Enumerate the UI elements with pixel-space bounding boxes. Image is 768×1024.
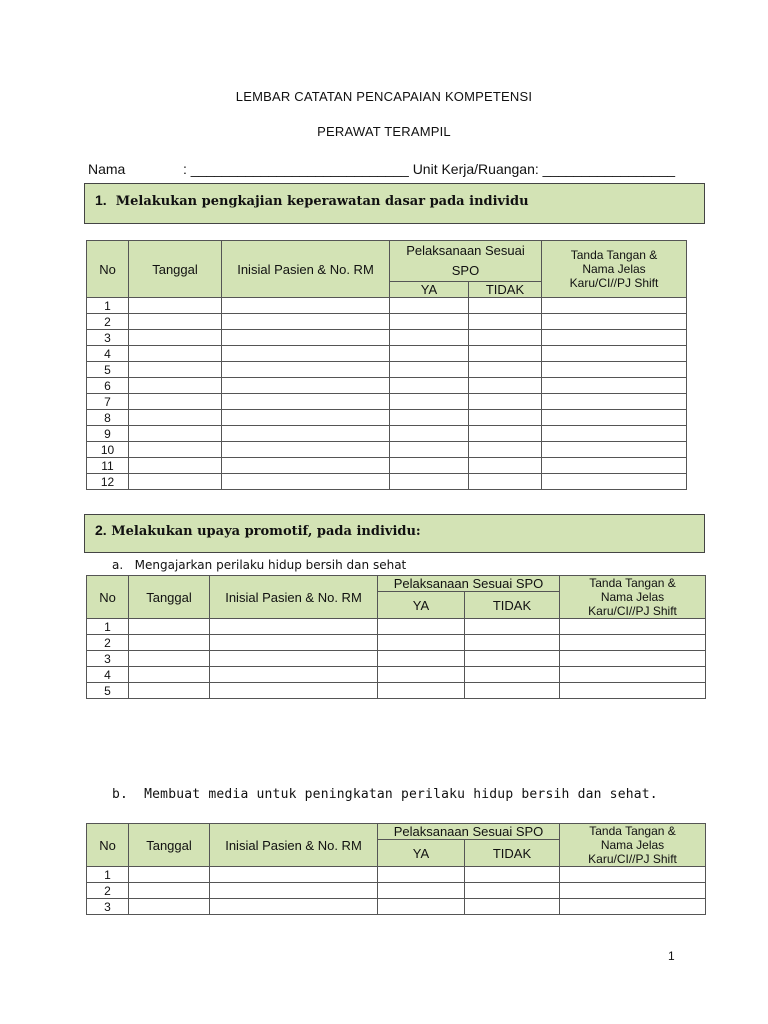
- header-pelaksanaan-line-2: SPO: [451, 263, 480, 278]
- header-tanggal: Tanggal: [129, 824, 210, 867]
- row-number: 3: [87, 330, 129, 346]
- header-ya: YA: [390, 282, 469, 298]
- blank-cell: [222, 378, 390, 394]
- table-row: [87, 314, 687, 330]
- blank-cell: [465, 651, 560, 667]
- blank-cell: [560, 635, 706, 651]
- table-row: [87, 298, 687, 314]
- table-row: [87, 346, 687, 362]
- blank-cell: [222, 442, 390, 458]
- blank-cell: [378, 635, 465, 651]
- header-signature-line-1: Tanda Tangan &: [589, 576, 676, 590]
- blank-cell: [129, 474, 222, 490]
- blank-cell: [222, 394, 390, 410]
- header-ya: YA: [378, 840, 465, 867]
- section-2-number: 2.: [95, 522, 107, 538]
- blank-cell: [129, 298, 222, 314]
- blank-cell: [129, 330, 222, 346]
- table-row: [87, 426, 687, 442]
- blank-cell: [542, 362, 687, 378]
- blank-cell: [465, 667, 560, 683]
- table-row: [87, 330, 687, 346]
- table-row: [87, 378, 687, 394]
- blank-cell: [560, 883, 706, 899]
- blank-cell: [210, 899, 378, 915]
- row-number: 12: [87, 474, 129, 490]
- blank-cell: [222, 410, 390, 426]
- header-tanggal: Tanggal: [129, 576, 210, 619]
- blank-cell: [210, 635, 378, 651]
- table-row: [87, 667, 706, 683]
- blank-cell: [469, 298, 542, 314]
- row-number: 1: [87, 298, 129, 314]
- blank-cell: [378, 651, 465, 667]
- blank-cell: [129, 378, 222, 394]
- identity-line: [88, 161, 675, 177]
- header-signature-line-2: Nama Jelas: [582, 262, 646, 276]
- blank-cell: [129, 394, 222, 410]
- blank-cell: [469, 378, 542, 394]
- blank-cell: [129, 314, 222, 330]
- table-row: [87, 683, 706, 699]
- blank-cell: [222, 426, 390, 442]
- table-row: [87, 619, 706, 635]
- blank-cell: [469, 458, 542, 474]
- blank-cell: [542, 474, 687, 490]
- subsection-b: [112, 787, 658, 802]
- blank-cell: [129, 458, 222, 474]
- name-blank: : ____________________________: [183, 161, 409, 177]
- header-inisial: Inisial Pasien & No. RM: [222, 241, 390, 298]
- blank-cell: [390, 394, 469, 410]
- blank-cell: [560, 899, 706, 915]
- header-signature-line-2: Nama Jelas: [600, 590, 665, 604]
- row-number: 6: [87, 378, 129, 394]
- blank-cell: [210, 883, 378, 899]
- header-pelaksanaan-line-1: Pelaksanaan Sesuai: [406, 243, 525, 258]
- competency-table-1: [86, 240, 687, 490]
- blank-cell: [129, 442, 222, 458]
- section-1-header: [84, 183, 705, 224]
- header-signature: [560, 824, 706, 867]
- header-tidak: TIDAK: [469, 282, 542, 298]
- row-number: 2: [87, 635, 129, 651]
- blank-cell: [469, 394, 542, 410]
- table-row: [87, 899, 706, 915]
- row-number: 7: [87, 394, 129, 410]
- competency-table-2b: [86, 823, 706, 915]
- blank-cell: [378, 619, 465, 635]
- header-ya: YA: [378, 592, 465, 619]
- blank-cell: [542, 378, 687, 394]
- header-signature-line-3: Karu/CI//PJ Shift: [588, 852, 677, 866]
- row-number: 4: [87, 667, 129, 683]
- row-number: 1: [87, 867, 129, 883]
- row-number: 3: [87, 651, 129, 667]
- blank-cell: [542, 330, 687, 346]
- blank-cell: [542, 298, 687, 314]
- row-number: 9: [87, 426, 129, 442]
- header-inisial: Inisial Pasien & No. RM: [210, 576, 378, 619]
- blank-cell: [465, 883, 560, 899]
- section-2-title: Melakukan upaya promotif, pada individu:: [111, 524, 421, 539]
- blank-cell: [210, 667, 378, 683]
- blank-cell: [542, 442, 687, 458]
- blank-cell: [129, 426, 222, 442]
- header-pelaksanaan: [390, 241, 542, 282]
- blank-cell: [210, 651, 378, 667]
- row-number: 1: [87, 619, 129, 635]
- blank-cell: [390, 410, 469, 426]
- blank-cell: [465, 619, 560, 635]
- header-tidak: TIDAK: [465, 592, 560, 619]
- blank-cell: [222, 330, 390, 346]
- blank-cell: [469, 426, 542, 442]
- blank-cell: [210, 867, 378, 883]
- blank-cell: [390, 346, 469, 362]
- document-subtitle: PERAWAT TERAMPIL: [317, 124, 451, 139]
- blank-cell: [390, 442, 469, 458]
- blank-cell: [560, 619, 706, 635]
- blank-cell: [560, 651, 706, 667]
- blank-cell: [390, 314, 469, 330]
- blank-cell: [465, 899, 560, 915]
- table-row: [87, 458, 687, 474]
- table-row: [87, 635, 706, 651]
- header-inisial: Inisial Pasien & No. RM: [210, 824, 378, 867]
- row-number: 11: [87, 458, 129, 474]
- blank-cell: [222, 346, 390, 362]
- blank-cell: [560, 667, 706, 683]
- header-no: No: [87, 241, 129, 298]
- subsection-a-marker: a.: [112, 558, 124, 572]
- table-row: [87, 442, 687, 458]
- section-1-title: Melakukan pengkajian keperawatan dasar pada individu: [115, 194, 529, 209]
- header-no: No: [87, 824, 129, 867]
- row-number: 2: [87, 883, 129, 899]
- table-row: [87, 883, 706, 899]
- blank-cell: [469, 474, 542, 490]
- row-number: 4: [87, 346, 129, 362]
- subsection-a: [112, 558, 406, 572]
- table-1-body: [87, 298, 687, 490]
- blank-cell: [378, 683, 465, 699]
- blank-cell: [390, 298, 469, 314]
- blank-cell: [469, 442, 542, 458]
- blank-cell: [542, 458, 687, 474]
- subsection-b-text: Membuat media untuk peningkatan perilaku hidup bersih dan sehat.: [144, 787, 658, 802]
- row-number: 5: [87, 362, 129, 378]
- blank-cell: [469, 314, 542, 330]
- header-signature-line-2: Nama Jelas: [600, 838, 665, 852]
- header-tidak: TIDAK: [465, 840, 560, 867]
- blank-cell: [542, 346, 687, 362]
- blank-cell: [542, 314, 687, 330]
- header-signature: [560, 576, 706, 619]
- blank-cell: [129, 883, 210, 899]
- blank-cell: [542, 394, 687, 410]
- header-no: No: [87, 576, 129, 619]
- blank-cell: [129, 683, 210, 699]
- header-pelaksanaan: Pelaksanaan Sesuai SPO: [378, 824, 560, 840]
- blank-cell: [129, 651, 210, 667]
- blank-cell: [222, 474, 390, 490]
- blank-cell: [129, 619, 210, 635]
- table-row: [87, 867, 706, 883]
- blank-cell: [469, 410, 542, 426]
- blank-cell: [465, 867, 560, 883]
- blank-cell: [390, 426, 469, 442]
- row-number: 2: [87, 314, 129, 330]
- competency-table-2a: [86, 575, 706, 699]
- blank-cell: [390, 474, 469, 490]
- header-pelaksanaan: Pelaksanaan Sesuai SPO: [378, 576, 560, 592]
- header-signature: [542, 241, 687, 298]
- blank-cell: [129, 346, 222, 362]
- subsection-a-text: Mengajarkan perilaku hidup bersih dan sehat: [134, 558, 407, 572]
- blank-cell: [542, 410, 687, 426]
- table-row: [87, 394, 687, 410]
- blank-cell: [129, 899, 210, 915]
- blank-cell: [390, 378, 469, 394]
- header-signature-line-3: Karu/CI//PJ Shift: [588, 604, 677, 618]
- blank-cell: [378, 883, 465, 899]
- table-row: [87, 474, 687, 490]
- document-title: LEMBAR CATATAN PENCAPAIAN KOMPETENSI: [235, 89, 533, 104]
- blank-cell: [129, 635, 210, 651]
- subsection-b-marker: b.: [112, 787, 129, 802]
- table-row: [87, 362, 687, 378]
- blank-cell: [210, 683, 378, 699]
- section-1-number: 1.: [95, 192, 107, 208]
- name-label: Nama: [88, 161, 126, 177]
- unit-blank: : _________________: [534, 161, 676, 177]
- header-signature-line-1: Tanda Tangan &: [570, 248, 658, 262]
- blank-cell: [469, 330, 542, 346]
- row-number: 5: [87, 683, 129, 699]
- blank-cell: [129, 667, 210, 683]
- table-row: [87, 410, 687, 426]
- row-number: 10: [87, 442, 129, 458]
- blank-cell: [129, 362, 222, 378]
- section-2-header: [84, 514, 705, 553]
- table-2b-body: [87, 867, 706, 915]
- blank-cell: [378, 899, 465, 915]
- blank-cell: [390, 458, 469, 474]
- header-signature-line-1: Tanda Tangan &: [589, 824, 676, 838]
- blank-cell: [378, 667, 465, 683]
- blank-cell: [560, 867, 706, 883]
- blank-cell: [129, 410, 222, 426]
- blank-cell: [222, 298, 390, 314]
- blank-cell: [465, 635, 560, 651]
- header-tanggal: Tanggal: [129, 241, 222, 298]
- blank-cell: [469, 346, 542, 362]
- blank-cell: [560, 683, 706, 699]
- blank-cell: [222, 458, 390, 474]
- page-number: 1: [668, 949, 675, 963]
- blank-cell: [222, 362, 390, 378]
- row-number: 3: [87, 899, 129, 915]
- blank-cell: [465, 683, 560, 699]
- table-row: [87, 651, 706, 667]
- blank-cell: [469, 362, 542, 378]
- blank-cell: [378, 867, 465, 883]
- unit-label: Unit Kerja/Ruangan: [412, 161, 535, 177]
- blank-cell: [129, 867, 210, 883]
- blank-cell: [390, 330, 469, 346]
- blank-cell: [210, 619, 378, 635]
- table-2a-body: [87, 619, 706, 699]
- blank-cell: [390, 362, 469, 378]
- row-number: 8: [87, 410, 129, 426]
- blank-cell: [222, 314, 390, 330]
- header-signature-line-3: Karu/CI//PJ Shift: [569, 276, 659, 290]
- blank-cell: [542, 426, 687, 442]
